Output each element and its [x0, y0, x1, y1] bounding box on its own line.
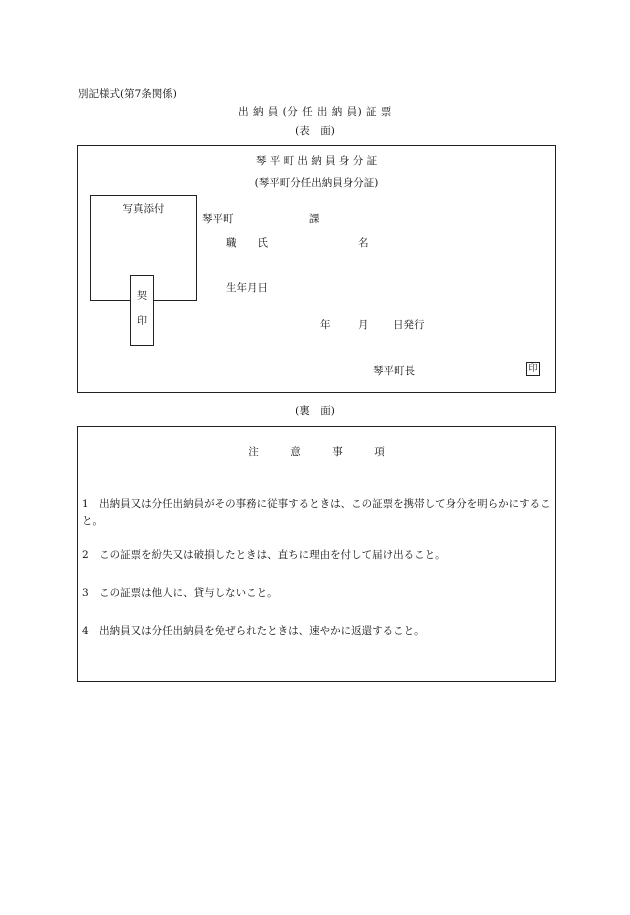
- stamp-top-char: 契: [137, 291, 147, 302]
- notes-title: 注 意 事 項: [248, 446, 385, 458]
- month-label: 月: [358, 319, 369, 331]
- position-name-label: 職 氏: [226, 237, 268, 249]
- contract-stamp-box: [130, 275, 154, 346]
- note-item-1: 1 出納員又は分任出納員がその事務に従事するときは、この証票を携帯して身分を明らかにすること。: [82, 498, 551, 527]
- front-card: [77, 145, 556, 393]
- mayor-seal: 印: [526, 362, 540, 376]
- issued-label: 日発行: [393, 319, 425, 331]
- section-label: 課: [309, 213, 320, 225]
- mayor-label: 琴平町長: [373, 365, 415, 377]
- back-label: (裏 面): [295, 405, 335, 417]
- name-label: 名: [358, 237, 369, 249]
- year-label: 年: [320, 319, 331, 331]
- form-label: 別記様式(第7条関係): [78, 88, 177, 100]
- front-label: (表 面): [295, 125, 335, 137]
- card-subtitle: (琴平町分任出納員身分証): [254, 177, 379, 189]
- card-title: 琴 平 町 出 納 員 身 分 証: [255, 155, 378, 167]
- birthdate-label: 生年月日: [226, 282, 268, 294]
- note-item-4: 4 出納員又は分任出納員を免ぜられたときは、速やかに返還すること。: [82, 625, 425, 637]
- stamp-bottom-char: 印: [137, 316, 147, 327]
- note-item-3: 3 この証票は他人に、貸与しないこと。: [82, 587, 278, 599]
- document-title: 出 納 員 (分 任 出 納 員) 証 票: [238, 106, 392, 118]
- note-item-2: 2 この証票を紛失又は破損したときは、直ちに理由を付して届け出ること。: [82, 549, 446, 561]
- town-label: 琴平町: [202, 213, 234, 225]
- photo-label: 写真添付: [122, 203, 165, 215]
